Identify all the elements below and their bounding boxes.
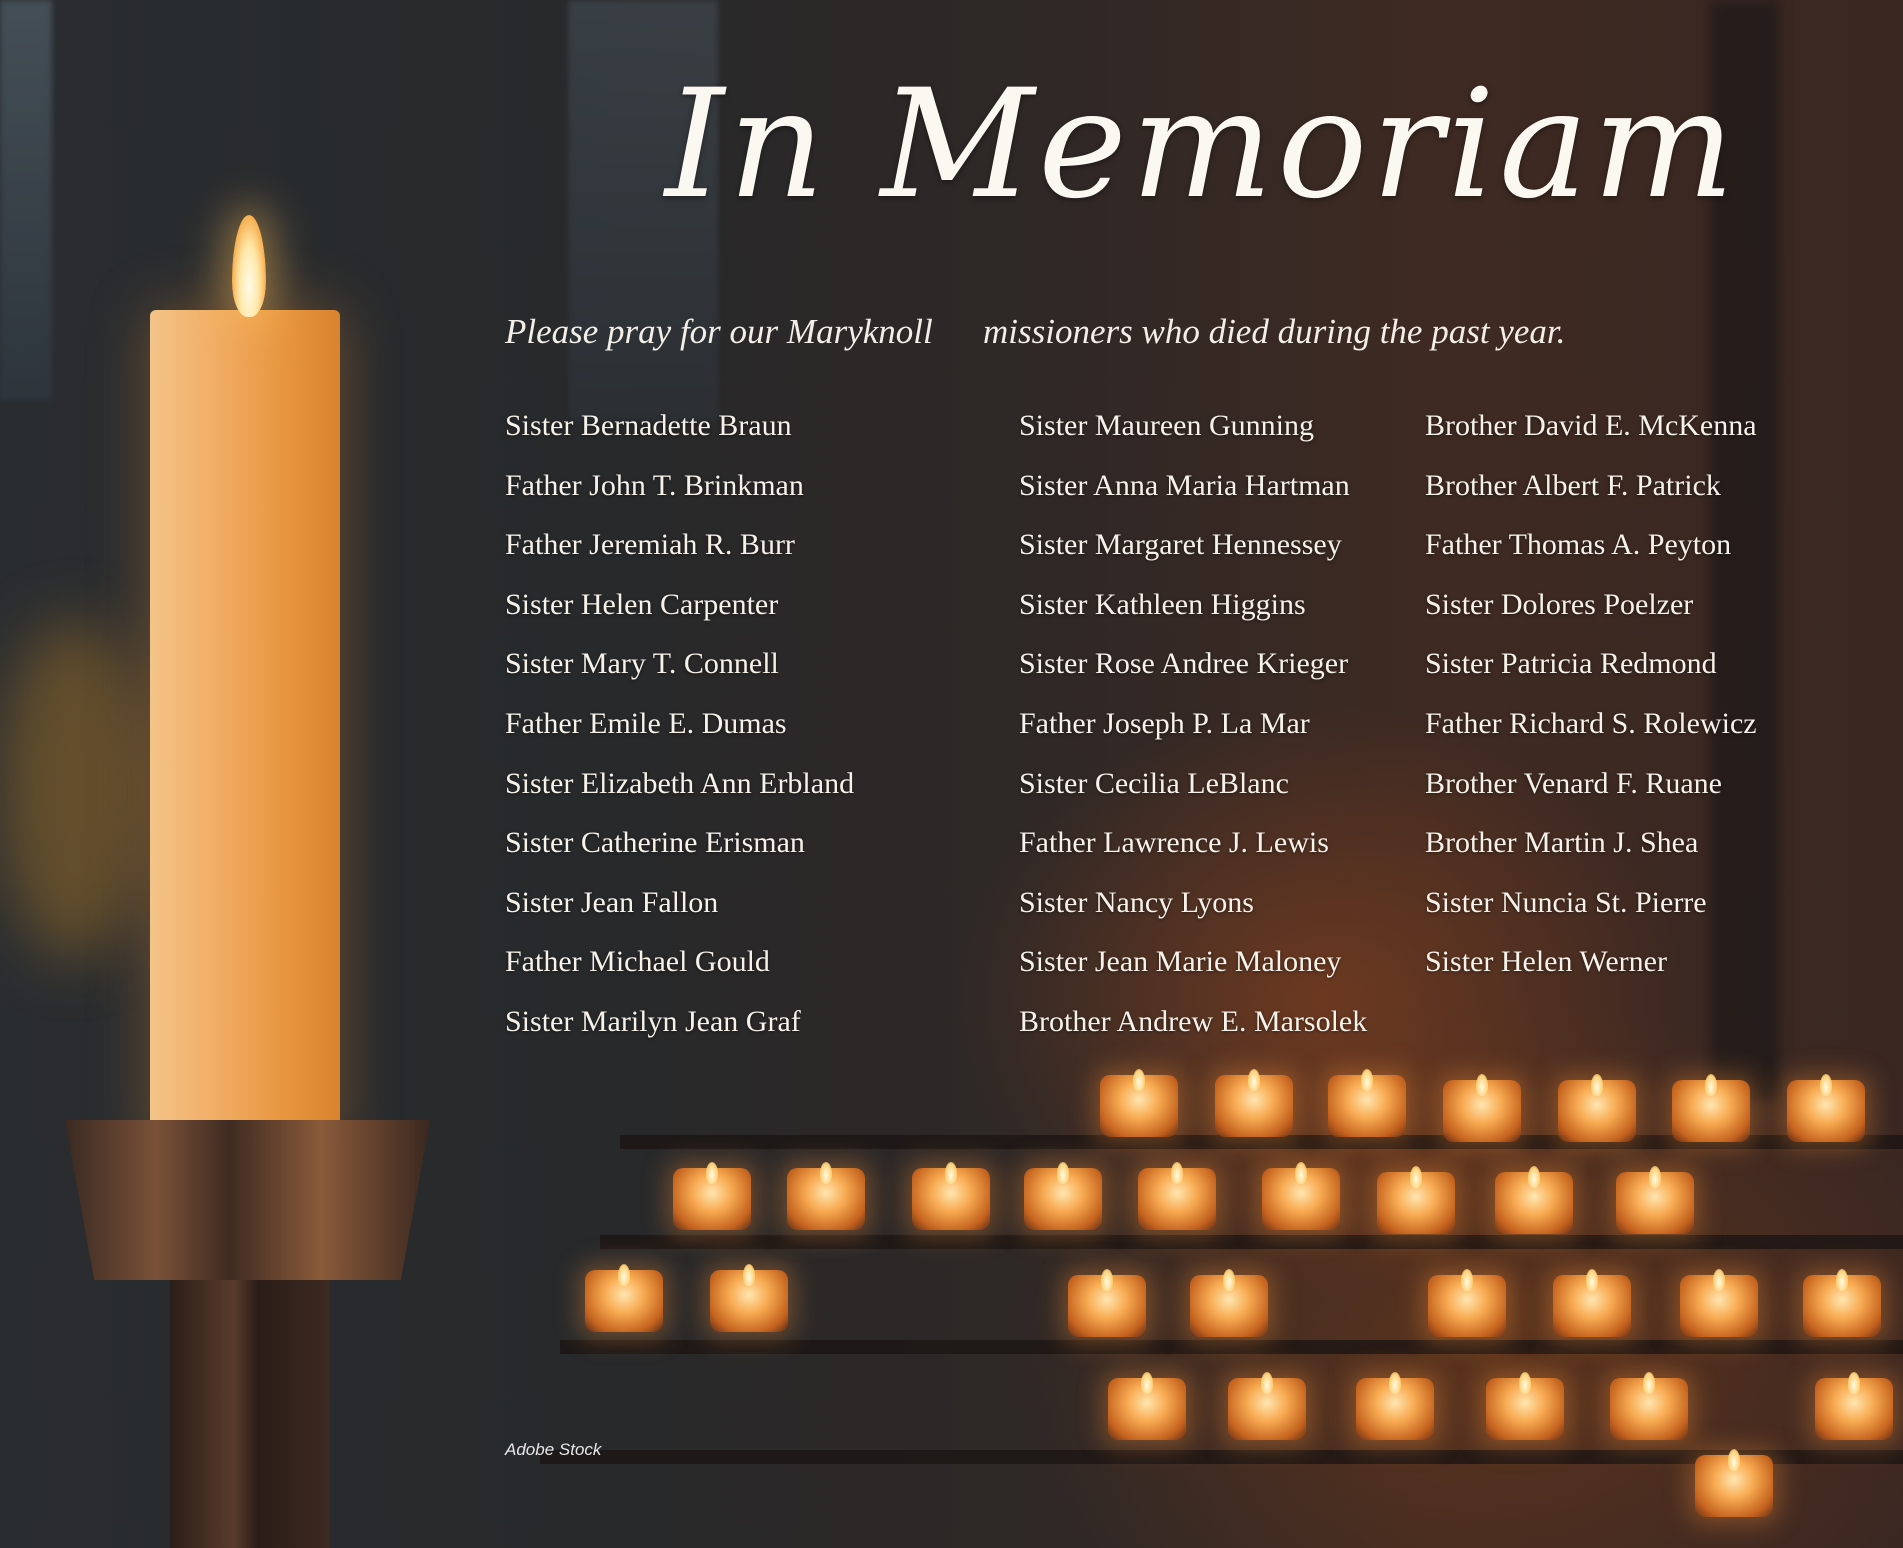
name-list-item: Father Lawrence J. Lewis: [1019, 826, 1329, 860]
name-list-item: Sister Anna Maria Hartman: [1019, 468, 1350, 502]
tealight-icon: [1553, 1275, 1631, 1337]
name-list-item: Sister Bernadette Braun: [505, 409, 792, 442]
tealight-icon: [1356, 1378, 1434, 1440]
name-list-item: Brother David E. McKenna: [1425, 409, 1757, 442]
tealight-icon: [1328, 1075, 1406, 1137]
tealight-icon: [1100, 1075, 1178, 1137]
name-list-item: Sister Margaret Hennessey: [1019, 528, 1342, 562]
name-list-item: Sister Helen Carpenter: [505, 587, 779, 621]
name-list-item: Father Michael Gould: [505, 945, 770, 979]
name-list-item: Father Richard S. Rolewicz: [1425, 706, 1757, 740]
names-column-1: [505, 406, 854, 1062]
background-amber-glow: [0, 620, 150, 960]
tealight-icon: [1672, 1080, 1750, 1142]
tealight-icon: [787, 1168, 865, 1230]
tealight-icon: [1215, 1075, 1293, 1137]
tealight-icon: [1024, 1168, 1102, 1230]
names-column-2: [1019, 406, 1367, 1062]
name-list-item: Sister Nancy Lyons: [1019, 885, 1254, 919]
name-list-item: Brother Albert F. Patrick: [1425, 468, 1721, 502]
tealight-icon: [1377, 1172, 1455, 1234]
name-list-item: Brother Venard F. Ruane: [1425, 766, 1722, 800]
subtitle-part-1: Please pray for our Maryknoll: [505, 312, 933, 351]
tealight-icon: [1616, 1172, 1694, 1234]
tealight-icon: [912, 1168, 990, 1230]
name-list-item: Brother Martin J. Shea: [1425, 826, 1699, 860]
name-list-item: Sister Jean Fallon: [505, 885, 719, 919]
tealight-icon: [1680, 1275, 1758, 1337]
tealight-icon: [1138, 1168, 1216, 1230]
tealight-icon: [1695, 1455, 1773, 1517]
tealight-icon: [1486, 1378, 1564, 1440]
name-list-item: Sister Jean Marie Maloney: [1019, 945, 1342, 979]
tealight-icon: [1228, 1378, 1306, 1440]
votive-shelf: [560, 1340, 1903, 1354]
tealight-icon: [1815, 1378, 1893, 1440]
name-list-item: Sister Patricia Redmond: [1425, 647, 1717, 681]
candle-flame-icon: [232, 215, 266, 317]
candle-holder-stem: [170, 1280, 330, 1548]
name-list-item: Sister Nuncia St. Pierre: [1425, 885, 1707, 919]
name-list-item: Sister Catherine Erisman: [505, 826, 805, 860]
name-list-item: Father John T. Brinkman: [505, 468, 804, 502]
name-list-item: Father Thomas A. Peyton: [1425, 528, 1732, 562]
name-list-item: Sister Rose Andree Krieger: [1019, 647, 1349, 681]
photo-credit: Adobe Stock: [505, 1440, 602, 1459]
tealight-icon: [1428, 1275, 1506, 1337]
name-list-item: Brother Andrew E. Marsolek: [1019, 1004, 1368, 1038]
tealight-icon: [1787, 1080, 1865, 1142]
name-list-item: Sister Elizabeth Ann Erbland: [505, 766, 855, 800]
name-list-item: Father Jeremiah R. Burr: [505, 528, 795, 562]
names-column-3: [1425, 406, 1757, 1002]
tealight-icon: [585, 1270, 663, 1332]
pillar-candle: [150, 310, 340, 1150]
name-list-item: Father Joseph P. La Mar: [1019, 706, 1310, 740]
name-list-item: Sister Maureen Gunning: [1019, 409, 1314, 442]
name-list-item: Sister Marilyn Jean Graf: [505, 1004, 801, 1038]
tealight-icon: [1558, 1080, 1636, 1142]
subtitle-part-2: missioners who died during the past year.: [983, 312, 1566, 351]
tealight-icon: [1803, 1275, 1881, 1337]
tealight-icon: [710, 1270, 788, 1332]
votive-shelf: [600, 1235, 1903, 1249]
tealight-icon: [1262, 1168, 1340, 1230]
name-list-item: Father Emile E. Dumas: [505, 706, 787, 740]
name-list-item: Sister Dolores Poelzer: [1425, 587, 1694, 621]
tealight-icon: [1068, 1275, 1146, 1337]
name-list-item: Sister Helen Werner: [1425, 945, 1667, 979]
name-list-item: Sister Kathleen Higgins: [1019, 587, 1306, 621]
tealight-icon: [1443, 1080, 1521, 1142]
tealight-icon: [1610, 1378, 1688, 1440]
tealight-icon: [1495, 1172, 1573, 1234]
tealight-icon: [1190, 1275, 1268, 1337]
tealight-icon: [1108, 1378, 1186, 1440]
candle-holder-cup: [65, 1120, 430, 1280]
name-list-item: Sister Cecilia LeBlanc: [1019, 766, 1289, 800]
tealight-icon: [673, 1168, 751, 1230]
name-list-item: Sister Mary T. Connell: [505, 647, 779, 681]
page-title: In Memoriam: [665, 58, 1739, 232]
background-window-left: [0, 0, 52, 400]
